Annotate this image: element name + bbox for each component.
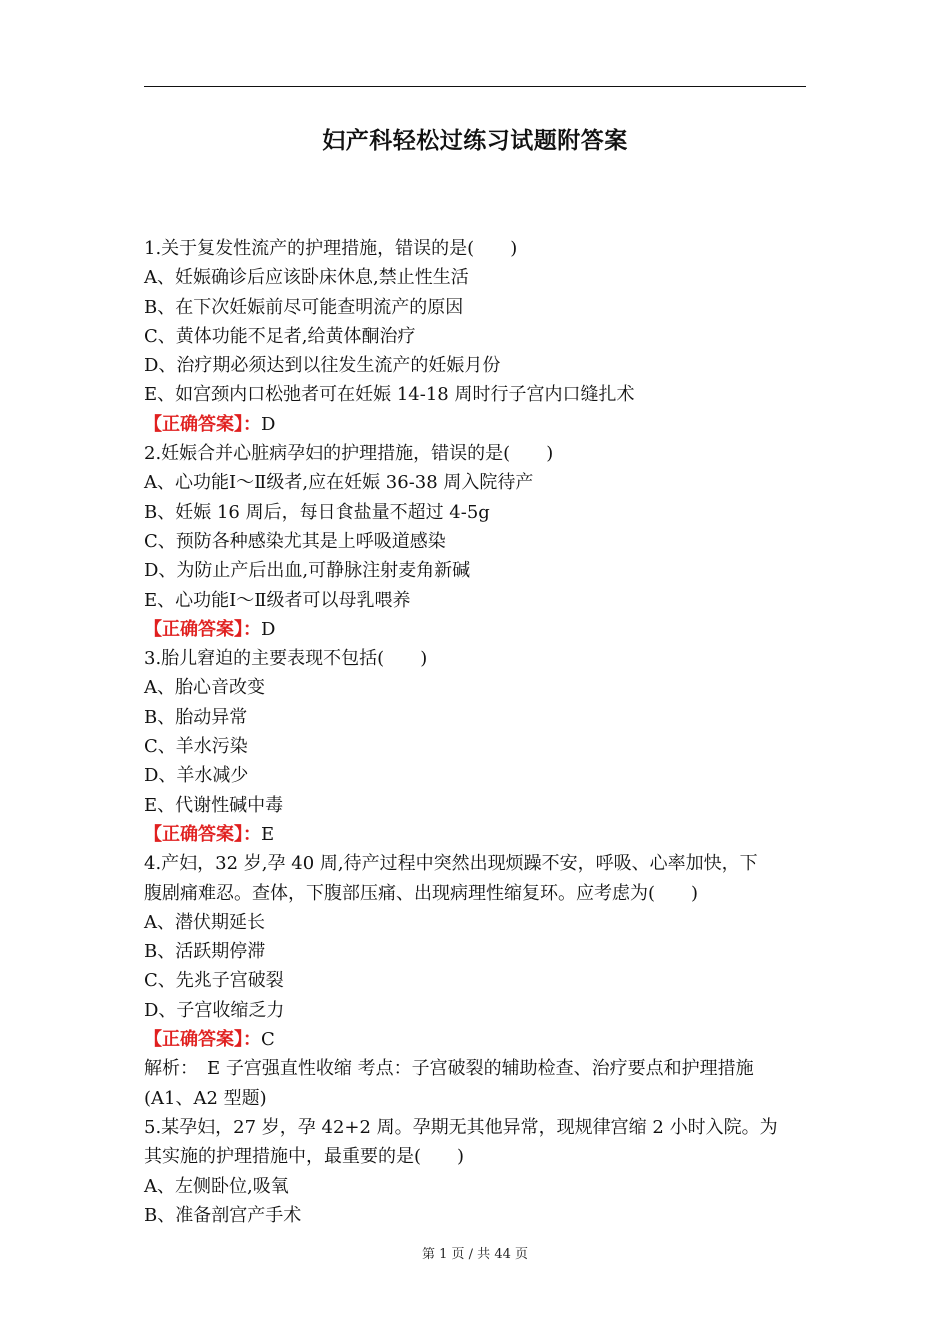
- answer-label: 【正确答案】：: [144, 413, 261, 435]
- answer-value: C: [261, 1029, 275, 1051]
- correct-answer: [144, 615, 806, 644]
- answer-label: 【正确答案】：: [144, 1029, 261, 1051]
- question-stem-line-1: 4.产妇，32 岁,孕 40 周,待产过程中突然出现烦躁不安，呼吸、心率加快，下: [144, 853, 758, 875]
- answer-value: D: [261, 413, 276, 435]
- answer-label: 【正确答案】：: [144, 618, 261, 640]
- option-c: C、先兆子宫破裂: [144, 970, 284, 992]
- option-e: E、如宫颈内口松弛者可在妊娠 14-18 周时行子宫内口缝扎术: [144, 384, 635, 406]
- question-stem: 3.胎儿窘迫的主要表现不包括( ): [144, 648, 428, 670]
- analysis-line-2: (A1、A2 型题): [144, 1087, 267, 1109]
- question-list: [144, 234, 806, 1230]
- page-footer: 第 1 页 / 共 44 页: [422, 1247, 528, 1262]
- correct-answer: [144, 410, 806, 439]
- option-b: B、胎动异常: [144, 706, 248, 728]
- answer-value: D: [261, 618, 276, 640]
- option-d: D、治疗期必须达到以往发生流产的妊娠月份: [144, 355, 501, 377]
- option-a: A、胎心音改变: [144, 677, 265, 699]
- option-a: A、左侧卧位,吸氧: [144, 1175, 289, 1197]
- question-stem: 2.妊娠合并心脏病孕妇的护理措施，错误的是( ): [144, 443, 554, 465]
- option-e: E、代谢性碱中毒: [144, 794, 284, 816]
- answer-label: 【正确答案】：: [144, 823, 261, 845]
- question-stem-line-2: 其实施的护理措施中，最重要的是( ): [144, 1146, 465, 1168]
- option-d: D、子宫收缩乏力: [144, 999, 285, 1021]
- option-a: A、心功能Ⅰ～Ⅱ级者,应在妊娠 36-38 周入院待产: [144, 472, 534, 494]
- question-stem-line-1: 5.某孕妇，27 岁，孕 42+2 周。孕期无其他异常，现规律宫缩 2 小时入院。为: [144, 1116, 778, 1138]
- question-stem-line-2: 腹剧痛难忍。查体，下腹部压痛、出现病理性缩复环。应考虑为( ): [144, 882, 699, 904]
- header-rule: [144, 86, 806, 87]
- option-b: B、准备剖宫产手术: [144, 1204, 302, 1226]
- option-c: C、黄体功能不足者,给黄体酮治疗: [144, 325, 416, 347]
- option-d: D、羊水减少: [144, 765, 249, 787]
- analysis-line-1: 解析： E 子宫强直性收缩 考点：子宫破裂的辅助检查、治疗要点和护理措施: [144, 1058, 754, 1080]
- document-title: 妇产科轻松过练习试题附答案: [322, 127, 628, 154]
- correct-answer: [144, 820, 806, 849]
- option-a: A、潜伏期延长: [144, 911, 265, 933]
- option-c: C、羊水污染: [144, 736, 248, 758]
- option-d: D、为防止产后出血,可静脉注射麦角新碱: [144, 560, 471, 582]
- question-stem: 1.关于复发性流产的护理措施，错误的是( ): [144, 238, 518, 259]
- correct-answer: [144, 1025, 806, 1054]
- option-a: A、妊娠确诊后应该卧床休息,禁止性生活: [144, 267, 469, 289]
- option-c: C、预防各种感染尤其是上呼吸道感染: [144, 530, 446, 552]
- option-b: B、活跃期停滞: [144, 941, 266, 963]
- option-b: B、妊娠 16 周后，每日食盐量不超过 4-5g: [144, 501, 490, 523]
- option-e: E、心功能Ⅰ～Ⅱ级者可以母乳喂养: [144, 589, 411, 611]
- answer-value: E: [261, 823, 275, 845]
- option-b: B、在下次妊娠前尽可能查明流产的原因: [144, 296, 464, 318]
